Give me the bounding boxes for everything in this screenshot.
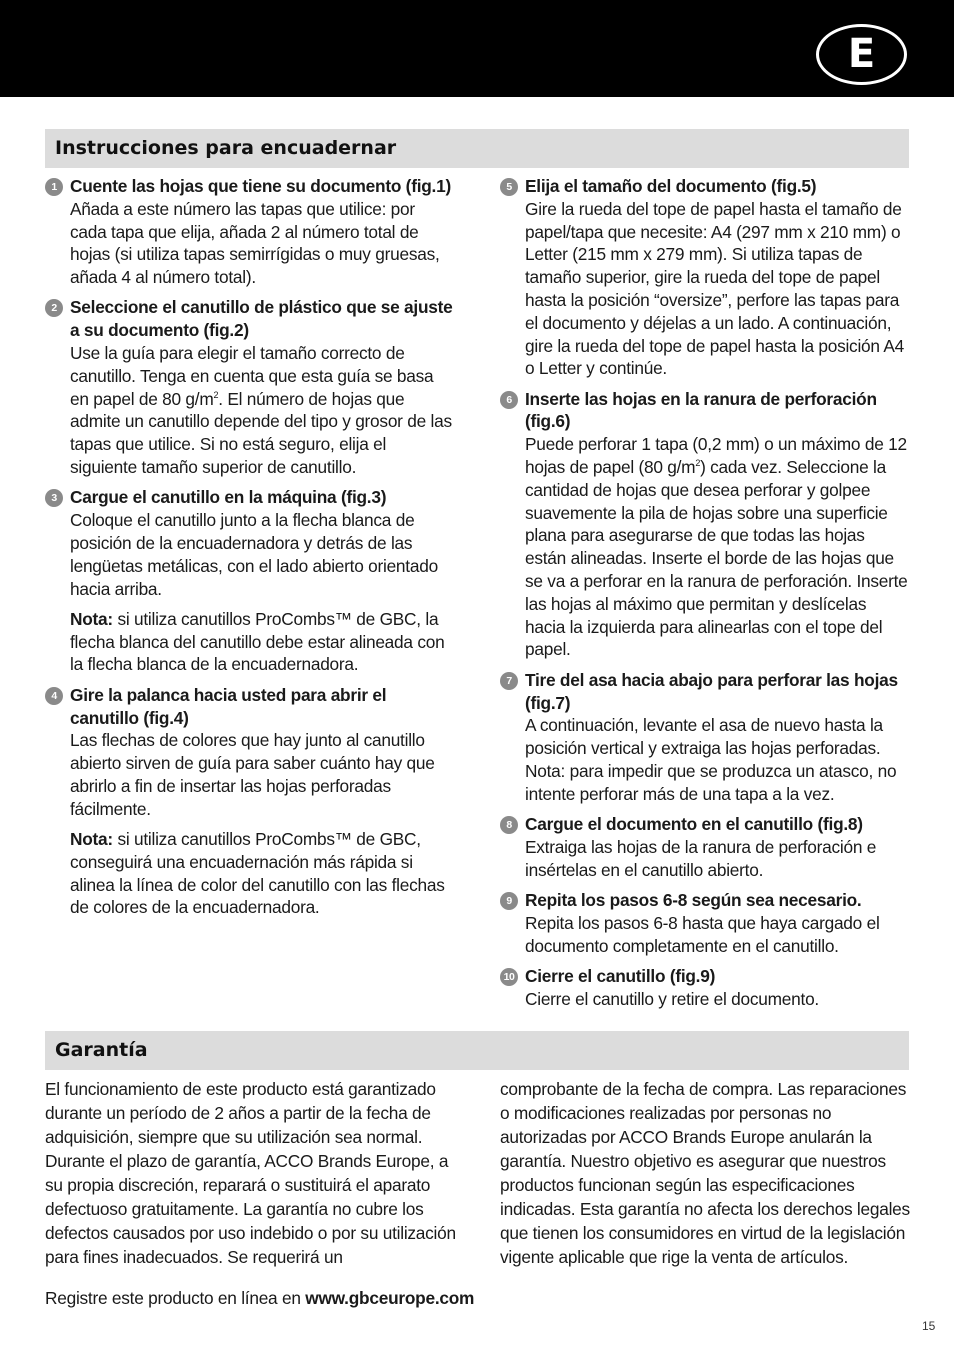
step-1 [45, 175, 455, 289]
binding-section-title: Instrucciones para encuadernar [45, 129, 909, 168]
step-6 [500, 388, 910, 662]
step-title: Gire la palanca hacia usted para abrir el canutillo (fig.4) [70, 684, 387, 728]
step-8 [500, 813, 910, 881]
step-9 [500, 889, 910, 957]
step-body: Use la guía para elegir el tamaño correcto de canutillo. Tenga en cuenta que esta guía se basa en papel de 80 $g/m^2$. El número de hojas que admite un canutillo depende del tipo y grosor de las tapas que utilice. Si no está seguro, elija el siguiente tamaño superior de canutillo. [70, 343, 452, 478]
step-number-badge: 6 [500, 391, 518, 409]
warranty-text-right: comprobante de la fecha de compra. Las reparaciones o modificaciones realizadas por personas no autorizadas por ACCO Brands Europe anularán la garantía. Nuestro objetivo es asegurar que nuestros productos funcionan según las especificaciones indicadas. Esta garantía no afecta los derechos legales que tienen los consumidores en virtud de la legislación vigente aplicable que rige la venta de artículos. [500, 1079, 910, 1267]
step-title: Tire del asa hacia abajo para perforar las hojas (fig.7) [525, 669, 898, 713]
step-body: Gire la rueda del tope de papel hasta el tamaño de papel/tapa que necesite: A4 (297 mm x 210 mm) o Letter (215 mm x 279 mm). Si utiliza tapas de tamaño superior, gire la rueda del tope de papel hasta la posición “oversize”, perfore las tapas para el documento y déjelas a un lado. A continuación, gire la rueda del tope de papel hasta la posición A4 o Letter y continúe. [525, 198, 904, 379]
step-body: Las flechas de colores que hay junto al canutillo abierto sirven de guía para saber cuánto hay que abrirlo a fin de insertar las hojas perforadas fácilmente. [70, 730, 435, 819]
step-number-badge: 10 [500, 968, 518, 986]
step-body: Puede perforar 1 tapa (0,2 mm) o un máximo de 12 hojas de papel (80 $g/m^2$) cada vez. Seleccione la cantidad de hojas que desea perforar y golpee suavemente la pila de hojas sobre una superficie plana para asegurarse de que todas las hojas están alineadas. Inserte el borde de las hojas que se va a perforar en la ranura de perforación. Inserte las hojas al máximo que permitan y deslícelas hacia la izquierda para alinearlas con el tope del papel. [525, 434, 908, 660]
step-number-badge: 7 [500, 672, 518, 690]
step-body: Extraiga las hojas de la ranura de perforación e insértelas en el canutillo abierto. [525, 836, 877, 880]
header-bar [0, 0, 954, 97]
step-title: Elija el tamaño del documento (fig.5) [525, 176, 817, 196]
warranty-text-left: El funcionamiento de este producto está garantizado durante un período de 2 años a partir de la fecha de adquisición, siempre que su utilización sea normal. Durante el plazo de garantía, ACCO Brands Europe, a su propia discreción, reparará o sustituirá el aparato defectuoso gratuitamente. La garantía no cubre los defectos causados por uso indebido o por su utilización para fines inadecuados. Se requerirá un [45, 1079, 456, 1267]
step-body: Repita los pasos 6-8 hasta que haya cargado el documento completamente en el canutillo. [525, 912, 880, 956]
register-link[interactable]: www.gbceurope.com [305, 1288, 475, 1308]
step-title: Repita los pasos 6-8 según sea necesario. [525, 889, 862, 910]
step-body: Añada a este número las tapas que utilice: por cada tapa que elija, añada 2 al número total de hojas (si utiliza tapas semirrígidas o muy gruesas, añada 4 al número total). [70, 198, 440, 288]
step-body: A continuación, levante el asa de nuevo hasta la posición vertical y extraiga las hojas perforadas. Nota: para impedir que se produzca un atasco, no intente perforar más de una tapa a la vez. [525, 715, 897, 804]
step-title: Seleccione el canutillo de plástico que se ajuste a su documento (fig.2) [70, 297, 453, 341]
step-title: Cuente las hojas que tiene su documento (fig.1) [70, 176, 451, 196]
note-label: Nota: [70, 829, 113, 850]
step-number-badge: 8 [500, 816, 518, 834]
step-number-badge: 9 [500, 892, 518, 910]
step-title: Cargue el canutillo en la máquina (fig.3) [70, 487, 387, 508]
step-10 [500, 965, 910, 1011]
register-line [45, 1286, 474, 1310]
step-number-badge: 1 [45, 178, 63, 196]
binding-steps-right-column [500, 175, 910, 1018]
register-text: Registre este producto en línea en [45, 1288, 306, 1308]
step-5 [500, 175, 910, 380]
step-4 [45, 684, 455, 919]
step-note: Nota: si utiliza canutillos ProCombs™ de GBC, la flecha blanca del canutillo debe estar alineada con la flecha blanca de la encuadernadora. [70, 608, 445, 675]
step-number-badge: 5 [500, 178, 518, 196]
binding-steps-left-column [45, 175, 455, 927]
step-title: Cargue el documento en el canutillo (fig.8) [525, 814, 863, 835]
step-title: Inserte las hojas en la ranura de perforación (fig.6) [525, 388, 877, 432]
step-note: Nota: si utiliza canutillos ProCombs™ de GBC, conseguirá una encuadernación más rápida si alinea la línea de color del canutillo con las flechas de colores de la encuadernadora. [70, 829, 445, 918]
step-body: Coloque el canutillo junto a la flecha blanca de posición de la encuadernadora y detrás de las lengüetas metálicas, con el lado abierto orientado hacia arriba. [70, 510, 438, 599]
language-badge: E [816, 24, 907, 85]
step-number-badge: 4 [45, 687, 63, 705]
step-7 [500, 669, 910, 806]
step-2 [45, 296, 455, 478]
warranty-section-title: Garantía [45, 1031, 909, 1070]
step-title: Cierre el canutillo (fig.9) [525, 965, 716, 986]
step-number-badge: 2 [45, 299, 63, 317]
step-body: Cierre el canutillo y retire el documento. [525, 988, 819, 1009]
step-number-badge: 3 [45, 489, 63, 507]
step-3 [45, 486, 455, 676]
page-number: 15 [922, 1319, 936, 1333]
note-label: Nota: [70, 608, 113, 629]
